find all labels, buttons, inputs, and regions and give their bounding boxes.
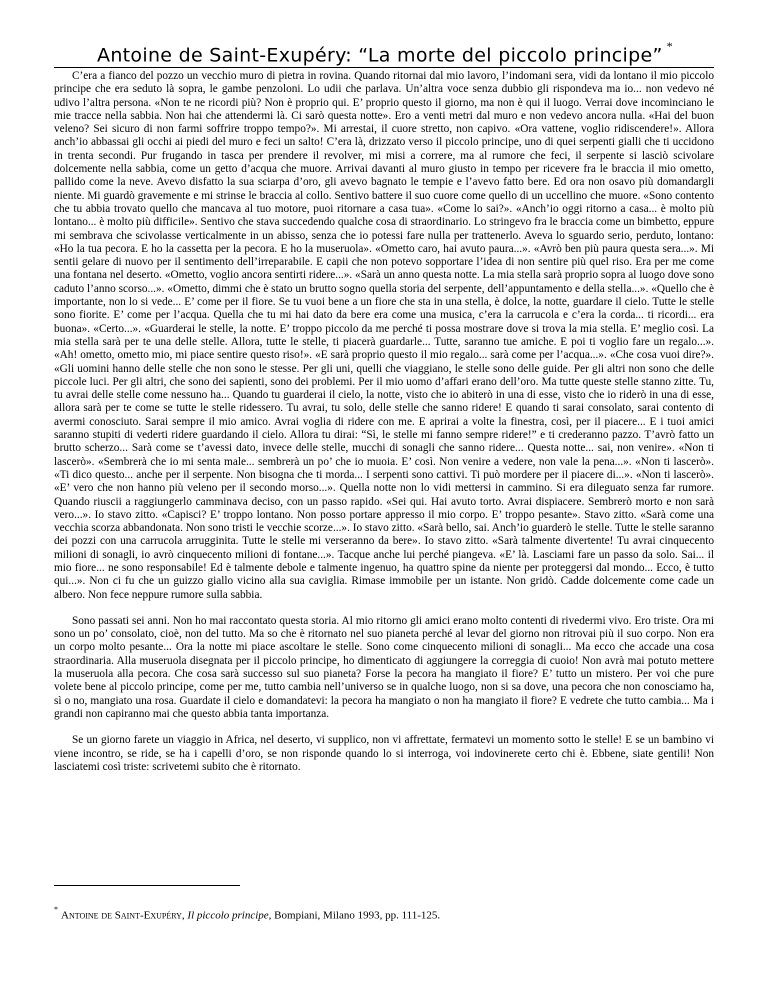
- footnote-work-title: Il piccolo principe: [187, 909, 269, 922]
- footnote-marker: *: [54, 905, 58, 914]
- paragraph: C’era a fianco del pozzo un vecchio muro di pietra in rovina. Quando ritornai dal mio lavoro, l’indomani sera, vidi da lontano il mio piccolo principe che era seduto là sopra, le gambe penzoloni. Lo udii che parlava. Un’altra voce senza dubbio gli rispondeva ma io... non vedevo né udivo l’altra persona. «Non te ne ricordi più? Non è proprio qui. E’ proprio questo il giorno, ma non è qui il luogo. Verrai dove incominciano le mie tracce nella sabbia. Non hai che attendermi là. Ci sarò questa notte». Ero a venti metri dal muro e non vedevo ancora nulla. «Hai del buon veleno? Sei sicuro di non farmi soffrire troppo tempo?». Mi arrestai, il cuore stretto, non capivo. «Ora vattene, voglio ridiscendere!». Allora anch’io abbassai gli occhi ai piedi del muro e feci un salto! C’era là, drizzato verso il piccolo principe, uno di quei serpenti gialli che ti uccidono in trenta secondi. Pur frugando in tasca per prendere il revolver, mi misi a correre, ma al rumore che feci, il serpente si lasciò scivolare dolcemente nella sabbia, come un getto d’acqua che muore. Arrivai davanti al muro giusto in tempo per ricevere fra le braccia il mio ometto, pallido come la neve. Avevo disfatto la sua sciarpa d’oro, gli avevo bagnato le tempie e l’avevo fatto bere. Ed ora non osavo più domandargli niente. Mi guardò gravemente e mi strinse le braccia al collo. Sentivo battere il suo cuore come quello di un uccellino che muore. «Sono contento che tu abbia trovato quello che mancava al tuo motore, puoi ritornare a casa tua». «Come lo sai?». «Anch’io oggi ritorno a casa... è molto più lontano... è molto più difficile». Sentivo che stava succedendo qualche cosa di straordinario. Lo stringevo fra le braccia come un bimbetto, eppure mi sembrava che scivolasse verticalmente in un abisso, senza che io potessi fare nulla per trattenerlo. Aveva lo sguardo serio, perduto, lontano: «Ho la tua pecora. E ho la cassetta per la pecora. E ho la museruola». «Ometto caro, hai avuto paura...». «Avrò ben più paura questa sera...». Mi sentii gelare di nuovo per il sentimento dell’irreparabile. E capii che non potevo sopportare l’idea di non sentire più quel riso. Era per me come una fontana nel deserto. «Ometto, voglio ancora sentirti ridere...». «Sarà un anno questa notte. La mia stella sarà proprio sopra al luogo dove sono caduto l’anno scorso...». «Ometto, dimmi che è stato un brutto sogno quella storia del serpente, dell’appuntamento e della stella...». «Quello che è importante, non lo si vede... E’ come per il fiore. Se tu vuoi bene a un fiore che sta in una stella, è dolce, la notte, guardare il cielo. Tutte le stelle sono fiorite. E’ come per l’acqua. Quella che tu mi hai dato da bere era come una musica, c’era la carrucola e c’era la corda... ti ricordi... era buona». «Certo...». «Guarderai le stelle, la notte. E’ troppo piccolo da me perché ti possa mostrare dove si trova la mia stella. E’ meglio così. La mia stella sarà per te una delle stelle. Allora, tutte le stelle, ti piacerà guardarle... Tutte, saranno tue amiche. E poi ti voglio fare un regalo...». «Ah! ometto, ometto mio, mi piace sentire questo riso!». «E sarà proprio questo il mio regalo... sarà come per l’acqua...». «Che cosa vuoi dire?». «Gli uomini hanno delle stelle che non sono le stesse. Per gli uni, quelli che viaggiano, le stelle sono delle guide. Per gli altri non sono che delle piccole luci. Per gli altri, che sono dei sapienti, sono dei problemi. Per il mio uomo d’affari erano dell’oro. Ma tutte queste stelle stanno zitte. Tu, tu avrai delle stelle come nessuno ha... Quando tu guarderai il cielo, la notte, visto che io abiterò in una di esse, visto che io riderò in una di esse, allora sarà per te come se tutte le stelle ridessero. Tu avrai, tu solo, delle stelle che sanno ridere! E quando ti sarai consolato, sarai contento di avermi conosciuto. Sarai sempre il mio amico. Avrai voglia di ridere con me. E aprirai a volte la finestra, così, per il piacere... E i tuoi amici saranno stupiti di vederti ridere guardando il cielo. Allora tu dirai: “Sì, le stelle mi fanno sempre ridere!” e ti crederanno pazzo. T’avrò fatto un brutto scherzo... Sarà come se t’avessi dato, invece delle stelle, mucchi di sonagli che sanno ridere... Questa notte... sai, non venire». «Non ti lascerò». «Sembrerà che io mi senta male... sembrerà un po’ che io muoia. E’ così. Non venire a vedere, non vale la pena...». «Non ti lascerò». «Ti dico questo... anche per il serpente. Non bisogna che ti morda... I serpenti sono cattivi. Ti può mordere per il piacere di...». «Non ti lascerò». «E’ vero che non hanno più veleno per il secondo morso...». Quella notte non lo vidi mettersi in cammino. Si era dileguato senza far rumore. Quando riuscii a raggiungerlo camminava deciso, con un passo rapido. «Sei qui. Hai avuto torto. Avrai dispiacere. Sembrerò morto e non sarà vero...». Io stavo zitto. «Capisci? E’ troppo lontano. Non posso portare appresso il mio corpo. E’ troppo pesante». Stavo zitto. «Sarà come una vecchia scorza abbandonata. Non sono tristi le vecchie scorze...». Io stavo zitto. «Sarà bello, sai. Anch’io guarderò le stelle. Tutte le stelle saranno dei pozzi con una carrucola arrugginita. Tutte le stelle mi verseranno da bere». Io stavo zitto. «Sarà talmente divertente! Tu avrai cinquecento milioni di sonagli, io avrò cinquecento milioni di fontane...». Tacque anche lui perché piangeva. «E’ là. Lasciami fare un passo da solo. Sai... il mio fiore... ne sono responsabile! Ed è talmente debole e talmente ingenuo, ha quattro spine da niente per proteggersi dal mondo... Ecco, è tutto qui...». Non ci fu che un guizzo giallo vicino alla sua caviglia. Rimase immobile per un istante. Non gridò. Cadde dolcemente come cade un albero. Non fece neppure rumore sulla sabbia.: [54, 70, 714, 601]
- footnote-divider: [54, 885, 240, 886]
- paragraph: Sono passati sei anni. Non ho mai raccontato questa storia. Al mio ritorno gli amici erano molto contenti di rivedermi vivo. Ero triste. Ora mi sono un po’ consolato, cioè, non del tutto. Ma so che è ritornato nel suo pianeta perché al levar del giorno non ritrovai più il suo corpo. Non era un corpo molto pesante... Ora la notte mi piace ascoltare le stelle. Sono come cinquecento milioni di sonagli... Ma ecco che accade una cosa straordinaria. Alla museruola disegnata per il piccolo principe, ho dimenticato di aggiungere la correggia di cuoio! Non avrà mai potuto mettere la museruola alla pecora. Che cosa sarà successo sul suo pianeta? Forse la pecora ha mangiato il fiore? E’ tutto un mistero. Per voi che pure volete bene al piccolo principe, come per me, tutto cambia nell’universo se in qualche luogo, non si sa dove, una pecora che non conosciamo ha, sì o no, mangiato una rosa. Guardate il cielo e domandatevi: la pecora ha mangiato o non ha mangiato il fiore? E vedrete che tutto cambia... Ma i grandi non capiranno mai che questo abbia tanta importanza.: [54, 614, 714, 720]
- footnote-reference-marker: *: [666, 39, 673, 53]
- footnote: [54, 905, 714, 923]
- header-divider: [54, 67, 714, 68]
- body-text: [54, 70, 714, 787]
- title-text: Antoine de Saint-Exupéry: “La morte del piccolo principe”: [97, 44, 663, 67]
- page-title: [30, 36, 740, 69]
- footnote-separator: ,: [181, 909, 188, 922]
- footnote-publication: , Bompiani, Milano 1993, pp. 111-125.: [268, 909, 441, 922]
- paragraph: Se un giorno farete un viaggio in Africa, nel deserto, vi supplico, non vi affrettate, fermatevi un momento sotto le stelle! E se un bambino vi viene incontro, se ride, se ha i capelli d’oro, se non risponde quando lo si interroga, voi indovinerete certo chi è. Ebbene, siate gentili! Non lasciatemi così triste: scrivetemi subito che è ritornato.: [54, 734, 714, 773]
- footnote-author: Antoine de Saint-Exupéry: [61, 909, 182, 922]
